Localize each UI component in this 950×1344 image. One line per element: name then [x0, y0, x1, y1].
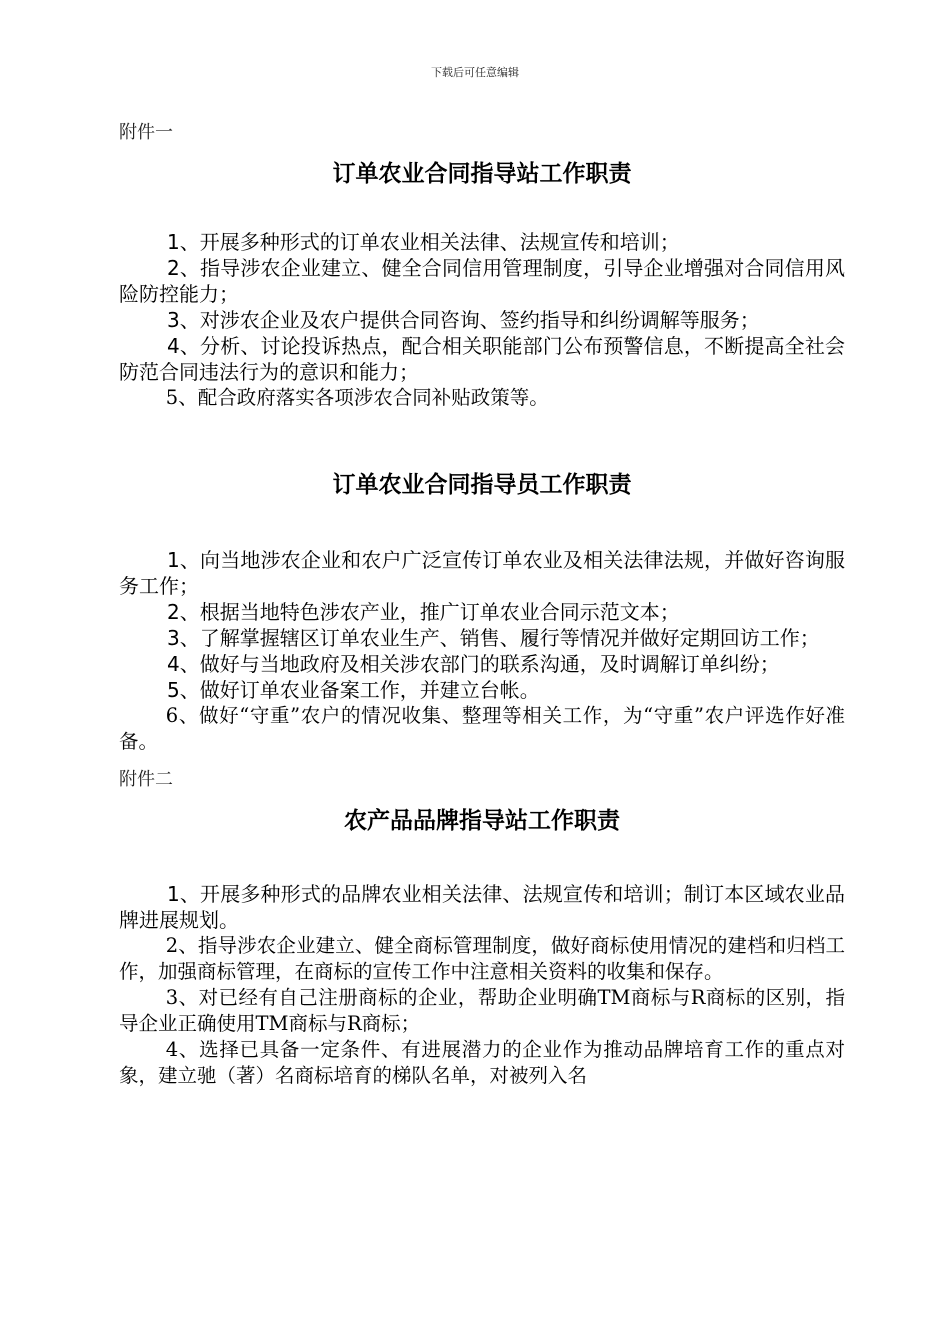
list-item: 4、做好与当地政府及相关涉农部门的联系沟通，及时调解订单纠纷；: [167, 652, 780, 676]
list-item: 6、做好“守重”农户的情况收集、整理等相关工作，为“守重”农户评选作好准备。: [119, 704, 845, 753]
list-item: 2、指导涉农企业建立、健全合同信用管理制度，引导企业增强对合同信用风险防控能力；: [119, 256, 845, 306]
section-title-station: 订单农业合同指导站工作职责: [332, 161, 632, 187]
section-title-instructor: 订单农业合同指导员工作职责: [332, 472, 632, 498]
list-item: 1、向当地涉农企业和农户广泛宣传订单农业及相关法律法规，并做好咨询服务工作；: [119, 548, 845, 598]
list-item: 4、分析、讨论投诉热点，配合相关职能部门公布预警信息，不断提高全社会防范合同违法行为的意识和能力；: [119, 334, 845, 384]
page-header: 下载后可任意编辑: [431, 66, 519, 79]
brand-duties-list: [119, 881, 845, 1089]
station-duties-list: [119, 229, 845, 411]
list-item: 4、选择已具备一定条件、有进展潜力的企业作为推动品牌培育工作的重点对象，建立驰（著）名商标培育的梯队名单，对被列入名: [119, 1038, 845, 1087]
list-item: 5、配合政府落实各项涉农合同补贴政策等。: [165, 386, 549, 409]
list-item: 1、开展多种形式的订单农业相关法律、法规宣传和培训；: [167, 230, 680, 254]
list-item: 1、开展多种形式的品牌农业相关法律、法规宣传和培训；制订本区域农业品牌进展规划。: [119, 882, 845, 932]
section-title-brand-station: 农产品品牌指导站工作职责: [344, 808, 620, 834]
instructor-duties-list: [119, 547, 845, 755]
document-body: [119, 118, 845, 1089]
list-item: 5、做好订单农业备案工作，并建立台帐。: [167, 678, 540, 702]
attachment-label-2: 附件二: [119, 769, 173, 790]
list-item: 3、对已经有自己注册商标的企业，帮助企业明确TM商标与R商标的区别，指导企业正确使用TM商标与R商标；: [119, 986, 845, 1035]
list-item: 3、了解掌握辖区订单农业生产、销售、履行等情况并做好定期回访工作；: [167, 626, 820, 650]
list-item: 2、指导涉农企业建立、健全商标管理制度，做好商标使用情况的建档和归档工作，加强商标管理，在商标的宣传工作中注意相关资料的收集和保存。: [119, 934, 845, 983]
list-item: 2、根据当地特色涉农产业，推广订单农业合同示范文本；: [167, 600, 680, 624]
attachment-label-1: 附件一: [119, 122, 173, 143]
list-item: 3、对涉农企业及农户提供合同咨询、签约指导和纠纷调解等服务；: [167, 308, 760, 332]
